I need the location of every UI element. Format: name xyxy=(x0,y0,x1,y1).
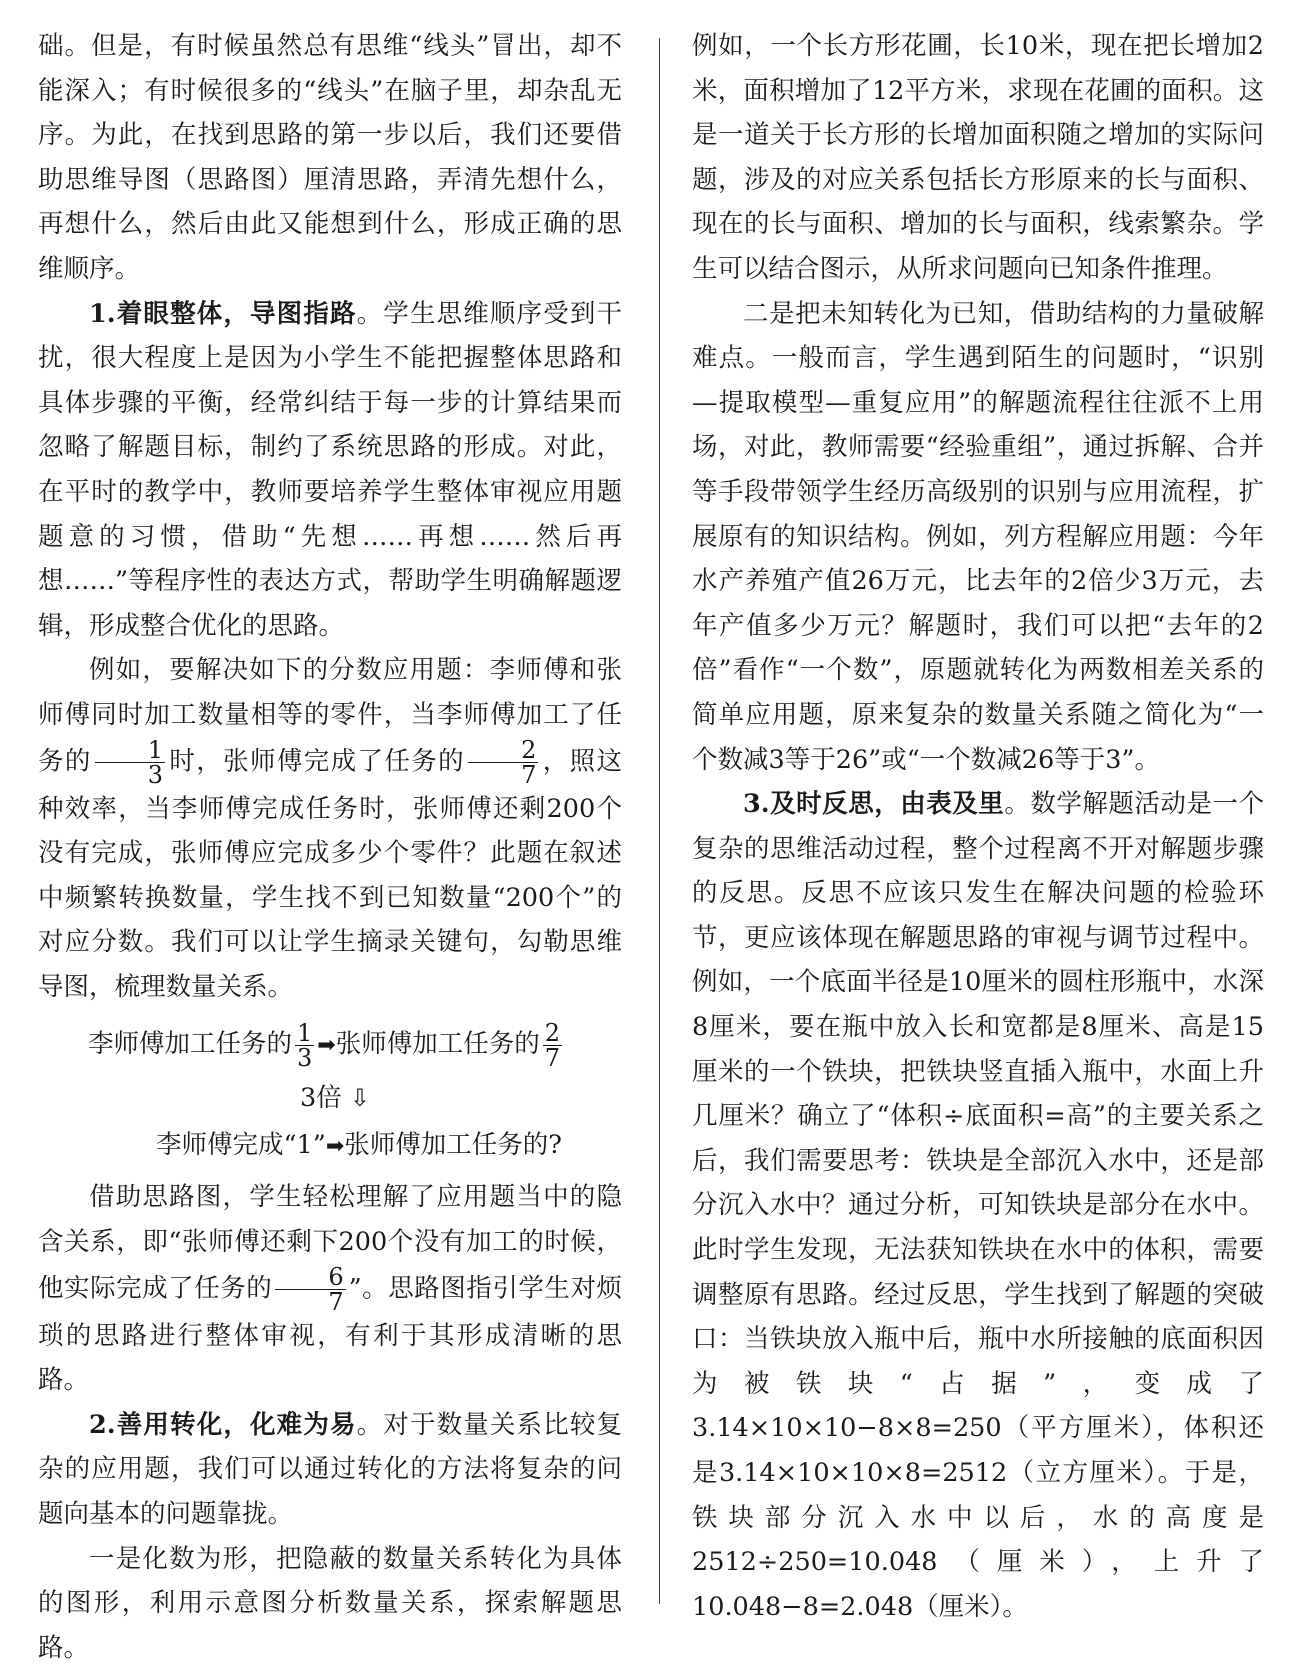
section-3-heading: 3.及时反思，由表及里 xyxy=(743,789,1005,820)
fraction-numerator: 2 xyxy=(544,1018,561,1047)
fraction-one-third xyxy=(295,1018,314,1072)
fraction-six-sevenths xyxy=(275,1262,345,1316)
diagram-text: 张师傅加工任务的? xyxy=(344,1130,562,1161)
fraction-numerator: 1 xyxy=(95,738,165,763)
paragraph xyxy=(38,1175,622,1402)
paragraph: 础。但是，有时候虽然总有思维“线头”冒出，却不能深入；有时候很多的“线头”在脑子里，却杂乱无序。为此，在找到思路的第一步以后，我们还要借助思维导图（思路图）厘清思路，弄清先想什么，再想什么，然后由此又能想到什么，形成正确的思维顺序。 xyxy=(38,31,622,284)
fraction-numerator: 6 xyxy=(275,1265,345,1290)
section-1-body: 。学生思维顺序受到干扰，很大程度上是因为小学生不能把握整体思路和具体步骤的平衡，经常纠结于每一步的计算结果而忽略了解题目标，制约了系统思路的形成。对此，在平时的教学中，教师要培养学生整体审视应用题题意的习惯，借助“先想……再想……然后再想……”等程序性的表达方式，帮助学生明确解题逻辑，形成整合优化的思路。 xyxy=(38,298,622,641)
paragraph-text-a: 借助思路图，学生轻松理解了应用题当中的隐含关系，即“张师傅还剩下200个没有加工的时候，他实际完成了任务的 xyxy=(38,1182,622,1304)
example-text-c: ，照这种效率，当李师傅完成任务时，张师傅还剩200个没有完成，张师傅应完成多少个零件？此题在叙述中频繁转换数量，学生找不到已知数量“200个”的对应分数。我们可以让学生摘录关键句，勾勒思维导图，梳理数量关系。 xyxy=(38,746,622,1002)
diagram-line-1 xyxy=(38,1015,622,1075)
fraction-one-third xyxy=(95,735,165,789)
right-arrow-icon: ➡ xyxy=(325,1134,345,1160)
fraction-numerator: 1 xyxy=(297,1018,313,1047)
paragraph-text-b: ”。思路图指引学生对烦琐的思路进行整体审视，有利于其形成清晰的思路。 xyxy=(38,1273,622,1396)
fraction-denominator: 3 xyxy=(147,760,164,789)
fraction-denominator: 7 xyxy=(521,760,537,789)
column-divider xyxy=(659,38,660,1604)
fraction-two-sevenths xyxy=(468,735,538,789)
paragraph: 二是把未知转化为已知，借助结构的力量破解难点。一般而言，学生遇到陌生的问题时，“识别—提取模型—重复应用”的解题流程往往派不上用场，对此，教师需要“经验重组”，通过拆解、合并等手段带领学生经历高级别的识别与应用流程，扩展原有的知识结构。例如，列方程解应用题：今年水产养殖产值26万元，比去年的2倍少3万元，去年产值多少万元？解题时，我们可以把“去年的2倍”看作“一个数”，原题就转化为两数相差关系的简单应用题，原来复杂的数量关系随之简化为“一个数减3等于26”或“一个数减26等于3”。 xyxy=(692,298,1264,775)
section-3-paragraph xyxy=(692,782,1264,1629)
diagram-line-2 xyxy=(38,1075,622,1121)
paragraph: 一是化数为形，把隐蔽的数量关系转化为具体的图形，利用示意图分析数量关系，探索解题思路。 xyxy=(38,1543,622,1663)
left-column xyxy=(38,24,622,1670)
diagram-text: 张师傅加工任务的 xyxy=(335,1029,540,1060)
section-3-body: 。数学解题活动是一个复杂的思维活动过程，整个过程离不开对解题步骤的反思。反思不应该只发生在解决问题的检验环节，更应该体现在解题思路的审视与调节过程中。例如，一个底面半径是10厘米的圆柱形瓶中，水深8厘米，要在瓶中放入长和宽都是8厘米、高是15厘米的一个铁块，把铁块竖直插入瓶中，水面上升几厘米？确立了“体积÷底面积=高”的主要关系之后，我们需要思考：铁块是全部沉入水中，还是部分沉入水中？通过分析，可知铁块是部分在水中。此时学生发现，无法获知铁块在水中的体积，需要调整原有思路。经过反思，学生找到了解题的突破口：当铁块放入瓶中后，瓶中水所接触的底面积因为被铁块“占据”，变成了3.14×10×10−8×8=250（平方厘米），体积还是3.14×10×10×8=2512（立方厘米）。于是，铁块部分沉入水中以后，水的高度是2512÷250=10.048（厘米），上升了10.048−8=2.048（厘米）。 xyxy=(692,789,1264,1622)
fraction-denominator: 7 xyxy=(328,1287,344,1316)
paragraph: 例如，一个长方形花圃，长10米，现在把长增加2米，面积增加了12平方米，求现在花圃的面积。这是一道关于长方形的长增加面积随之增加的实际问题，涉及的对应关系包括长方形原来的长与面积、现在的长与面积、增加的长与面积，线索繁杂。学生可以结合图示，从所求问题向已知条件推理。 xyxy=(692,31,1264,284)
fraction-numerator: 2 xyxy=(468,738,538,763)
fraction-two-sevenths xyxy=(543,1018,562,1072)
thinking-diagram xyxy=(38,1015,622,1171)
section-2-body: 。对于数量关系比较复杂的应用题，我们可以通过转化的方法将复杂的问题向基本的问题靠拢。 xyxy=(38,1409,622,1530)
section-2-heading: 2.善用转化，化难为易 xyxy=(89,1409,357,1440)
right-arrow-icon: ➡ xyxy=(317,1033,336,1059)
fraction-denominator: 7 xyxy=(544,1043,561,1072)
example-text-a: 例如，要解决如下的分数应用题：李师傅和张师傅同时加工数量相等的零件，当李师傅加工了任务的 xyxy=(38,655,622,776)
diagram-line-3 xyxy=(38,1121,622,1171)
section-1-paragraph xyxy=(38,292,622,649)
example-text-b: 时，张师傅完成了任务的 xyxy=(168,746,466,776)
section-2-paragraph xyxy=(38,1403,622,1537)
diagram-text: 李师傅加工任务的 xyxy=(88,1029,293,1060)
diagram-text: 李师傅完成“1” xyxy=(156,1130,326,1161)
section-1-heading: 1.着眼整体，导图指路 xyxy=(89,298,357,329)
down-arrow-icon: ⇩ xyxy=(349,1084,370,1113)
right-column xyxy=(692,24,1264,1629)
example-paragraph xyxy=(38,648,622,1009)
fraction-denominator: 3 xyxy=(297,1043,313,1072)
diagram-text: 3倍 xyxy=(300,1083,342,1114)
